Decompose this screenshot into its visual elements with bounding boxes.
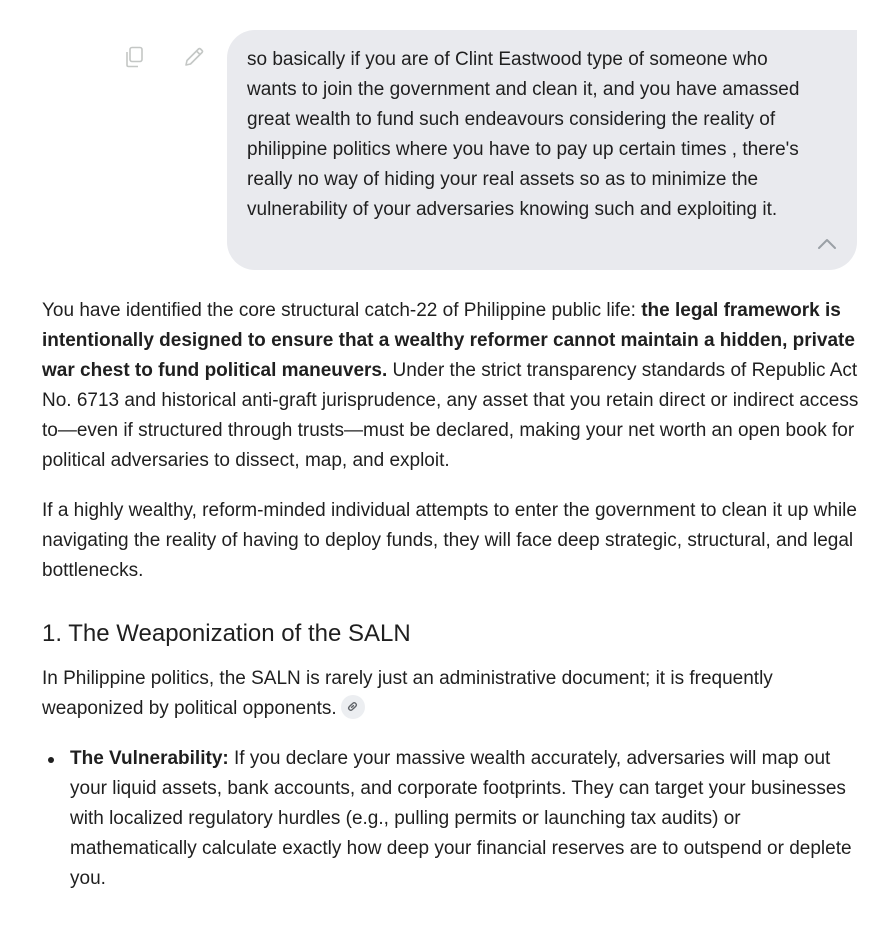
- chevron-up-icon[interactable]: [815, 232, 839, 256]
- user-message-bubble: [227, 30, 857, 270]
- intro-text: You have identified the core structural catch-22 of Philippine public life:: [42, 300, 642, 321]
- user-message-text: so basically if you are of Clint Eastwood type of someone who wants to join the government and clean it, and you have amassed great wealth to fund such endeavours considering the reality of philippine politics where you have to pay up certain times , there's really no way of hiding your real assets so as to minimize the vulnerability of your adversaries knowing such and exploiting it.: [247, 49, 800, 220]
- copy-icon[interactable]: [121, 44, 147, 70]
- edit-icon[interactable]: [181, 44, 207, 70]
- response-paragraph-2: If a highly wealthy, reform-minded individual attempts to enter the government to clean it up while navigating the reality of having to deploy funds, they will face deep strategic, structural, and legal bottlenecks.: [42, 500, 857, 581]
- intro-bold-text: the legal framework is intentionally designed to ensure that a wealthy reformer cannot maintain a hidden, private war chest to fund political maneuvers.: [42, 300, 855, 381]
- response-paragraph-intro: [42, 296, 862, 476]
- link-icon[interactable]: [341, 695, 365, 719]
- bullet-list: [42, 744, 862, 894]
- list-item: [70, 744, 862, 894]
- bullet-text: If you declare your massive wealth accurately, adversaries will map out your liquid assets, bank accounts, and corporate footprints. They can target your businesses with localized regulatory hurdles (e.g., pulling permits or launching tax audits) or mathematically calculate exactly how deep your financial reserves are to outspend or deplete you.: [70, 748, 852, 889]
- user-message-row: [0, 30, 883, 270]
- paragraph-3-text: In Philippine politics, the SALN is rarely just an administrative document; it is frequently weaponized by political opponents.: [42, 668, 773, 719]
- response-paragraph-3: [42, 664, 862, 724]
- section-heading-saln: 1. The Weaponization of the SALN: [42, 620, 411, 647]
- bullet-label: The Vulnerability:: [70, 748, 229, 769]
- intro-rest-text: Under the strict transparency standards of Republic Act No. 6713 and historical anti-graft jurisprudence, any asset that you retain direct or indirect access to—even if structured through trusts—must be declared, making your net worth an open book for political adversaries to dissect, map, and exploit.: [42, 360, 859, 471]
- model-response: [42, 296, 862, 894]
